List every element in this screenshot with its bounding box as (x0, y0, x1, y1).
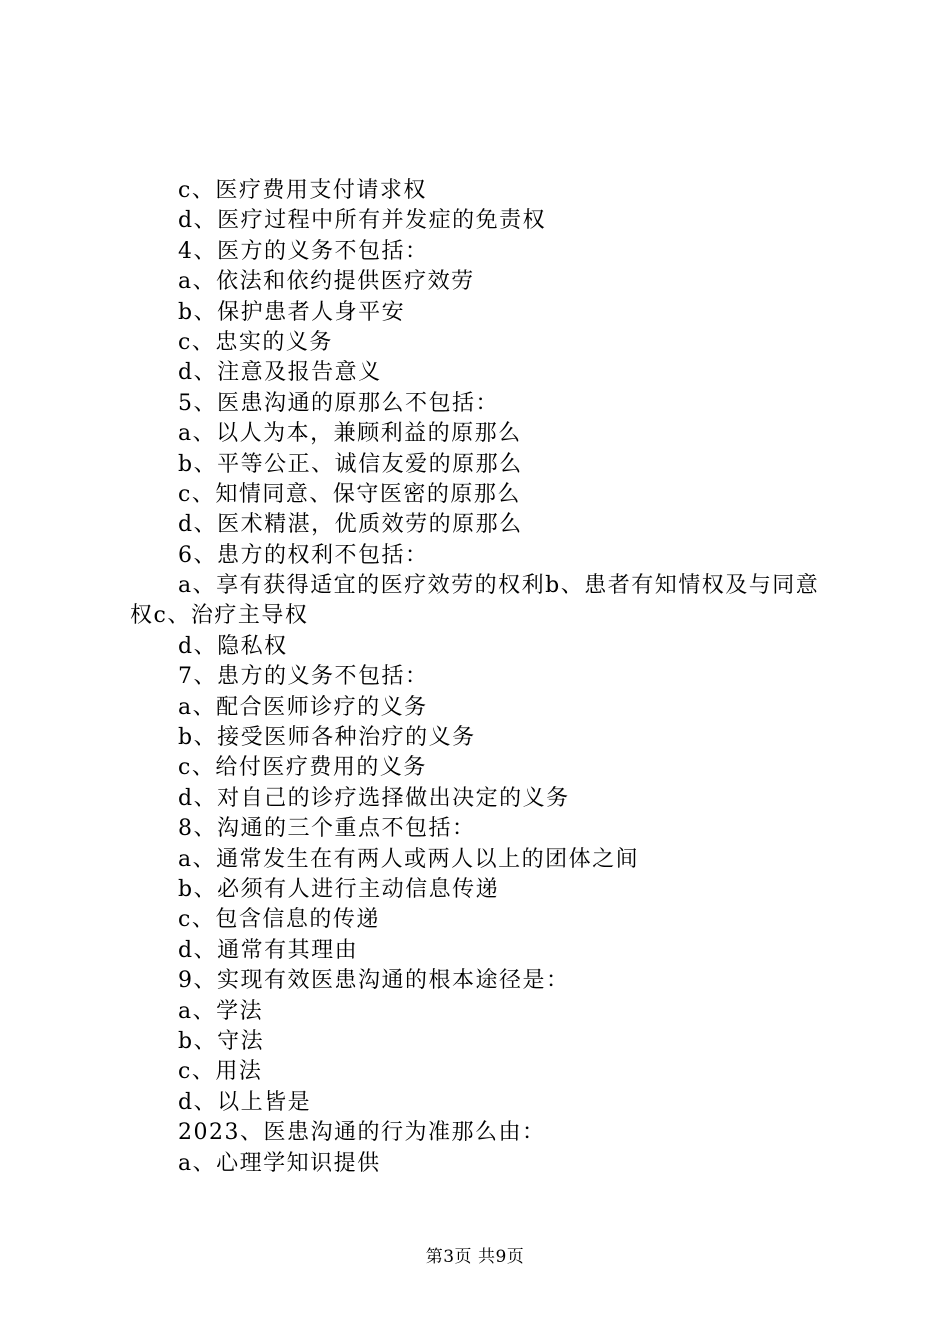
text-line: b、接受医师各种治疗的义务 (178, 725, 476, 751)
text-line: c、包含信息的传递 (178, 907, 380, 933)
question-line: 7、患方的义务不包括： (178, 664, 429, 690)
question-line: 6、患方的权利不包括： (178, 542, 429, 568)
text-line: b、平等公正、诚信友爱的原那么 (178, 451, 523, 477)
text-line: b、保护患者人身平安 (178, 299, 406, 325)
text-line: d、注意及报告意义 (178, 360, 382, 386)
text-line: c、医疗费用支付请求权 (178, 178, 427, 203)
text-line: a、心理学知识提供 (178, 1150, 381, 1176)
text-line: a、以人为本，兼顾利益的原那么 (178, 421, 522, 447)
text-line: d、对自己的诊疗选择做出决定的义务 (178, 785, 570, 811)
text-line: c、用法 (178, 1059, 263, 1085)
text-line: d、医术精湛，优质效劳的原那么 (178, 512, 523, 538)
document-body (130, 176, 835, 1179)
question-line: 8、沟通的三个重点不包括： (178, 816, 476, 842)
text-line: d、通常有其理由 (178, 937, 359, 963)
question-line: 4、医方的义务不包括： (178, 238, 429, 264)
text-line: c、知情同意、保守医密的原那么 (178, 481, 521, 507)
text-line: c、忠实的义务 (178, 329, 333, 355)
text-line: a、通常发生在有两人或两人以上的团体之间 (178, 846, 640, 872)
text-line: b、必须有人进行主动信息传递 (178, 877, 500, 903)
question-line: 9、实现有效医患沟通的根本途径是： (178, 968, 570, 994)
text-line: d、医疗过程中所有并发症的免责权 (178, 208, 547, 234)
text-line: a、学法 (178, 998, 264, 1024)
text-line: a、配合医师诊疗的义务 (178, 694, 428, 720)
text-line: c、给付医疗费用的义务 (178, 755, 427, 781)
text-line: b、守法 (178, 1028, 265, 1054)
question-line: 5、医患沟通的原那么不包括： (178, 390, 499, 416)
text-line: d、隐私权 (178, 633, 288, 659)
text-line: a、依法和依约提供医疗效劳 (178, 269, 475, 295)
page-number-footer: 第3页 共9页 (425, 1247, 525, 1267)
question-line: 2023、医患沟通的行为准那么由： (178, 1120, 546, 1146)
wrapped-paragraph: a、享有获得适宜的医疗效劳的权利b、患者有知情权及与同意权c、治疗主导权 (130, 573, 820, 629)
text-line: d、以上皆是 (178, 1089, 312, 1115)
